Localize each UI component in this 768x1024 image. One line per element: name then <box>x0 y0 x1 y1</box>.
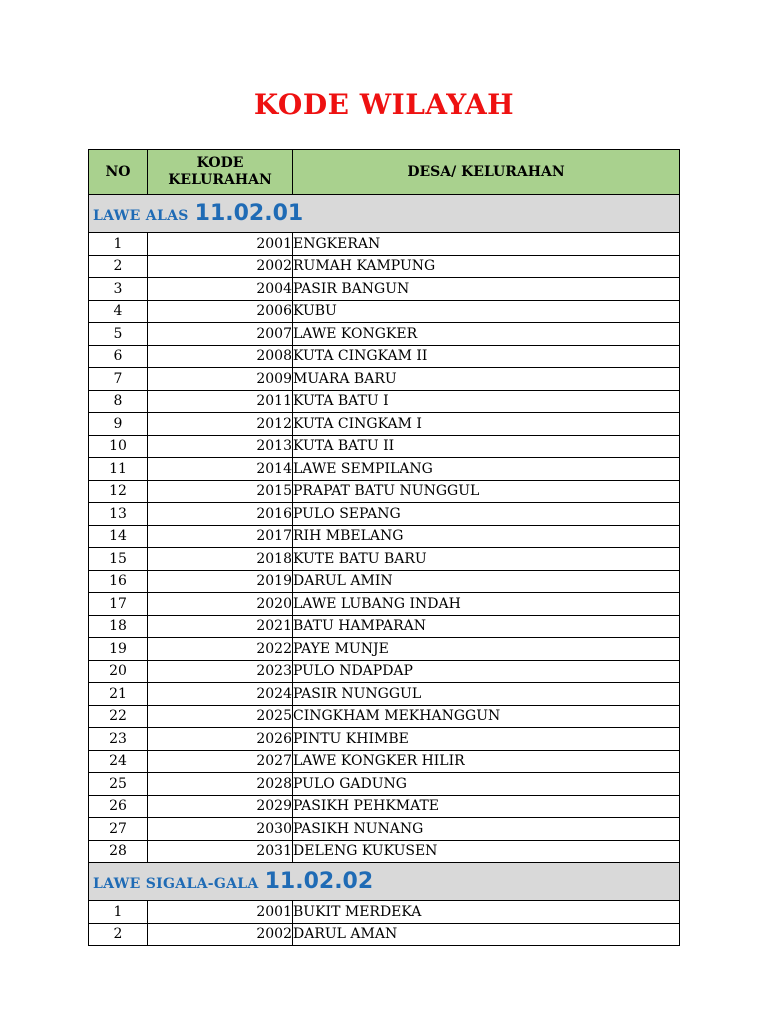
row-desa: KUTA BATU I <box>293 390 680 413</box>
row-no: 27 <box>89 818 148 841</box>
row-no: 12 <box>89 480 148 503</box>
section-name: LAWE ALAS <box>93 208 189 224</box>
table-row <box>89 795 680 818</box>
row-desa: ENGKERAN <box>293 233 680 256</box>
row-no: 20 <box>89 660 148 683</box>
section-name: LAWE SIGALA-GALA <box>93 876 259 892</box>
row-no: 10 <box>89 435 148 458</box>
row-desa: CINGKHAM MEKHANGGUN <box>293 705 680 728</box>
row-desa: PINTU KHIMBE <box>293 728 680 751</box>
table-row <box>89 458 680 481</box>
row-no: 9 <box>89 413 148 436</box>
table-row <box>89 503 680 526</box>
table-row <box>89 233 680 256</box>
table-row <box>89 840 680 863</box>
row-no: 19 <box>89 638 148 661</box>
row-no: 24 <box>89 750 148 773</box>
row-desa: BUKIT MERDEKA <box>293 901 680 924</box>
row-desa: PASIKH PEHKMATE <box>293 795 680 818</box>
row-no: 2 <box>89 255 148 278</box>
section-header <box>89 863 680 901</box>
table-row <box>89 345 680 368</box>
row-kode: 2009 <box>148 368 293 391</box>
row-kode: 2001 <box>148 901 293 924</box>
row-no: 21 <box>89 683 148 706</box>
section-code: 11.02.01 <box>194 201 304 226</box>
row-kode: 2030 <box>148 818 293 841</box>
row-desa: KUTA CINGKAM II <box>293 345 680 368</box>
row-no: 2 <box>89 923 148 946</box>
row-no: 22 <box>89 705 148 728</box>
row-desa: PULO GADUNG <box>293 773 680 796</box>
row-kode: 2029 <box>148 795 293 818</box>
table-row <box>89 300 680 323</box>
table-row <box>89 278 680 301</box>
table-row <box>89 660 680 683</box>
row-desa: PULO NDAPDAP <box>293 660 680 683</box>
table-row <box>89 480 680 503</box>
row-kode: 2012 <box>148 413 293 436</box>
header-kode-kelurahan <box>148 150 293 195</box>
table-row <box>89 683 680 706</box>
table-row <box>89 923 680 946</box>
table-row <box>89 435 680 458</box>
row-kode: 2016 <box>148 503 293 526</box>
row-desa: PASIKH NUNANG <box>293 818 680 841</box>
table-row <box>89 901 680 924</box>
row-kode: 2028 <box>148 773 293 796</box>
row-no: 13 <box>89 503 148 526</box>
row-no: 28 <box>89 840 148 863</box>
row-desa: PULO SEPANG <box>293 503 680 526</box>
row-no: 8 <box>89 390 148 413</box>
row-desa: LAWE LUBANG INDAH <box>293 593 680 616</box>
table-row <box>89 413 680 436</box>
row-no: 14 <box>89 525 148 548</box>
row-no: 15 <box>89 548 148 571</box>
table-header-row <box>89 150 680 195</box>
row-kode: 2019 <box>148 570 293 593</box>
section-header <box>89 195 680 233</box>
row-desa: DARUL AMIN <box>293 570 680 593</box>
row-desa: RUMAH KAMPUNG <box>293 255 680 278</box>
table-row <box>89 638 680 661</box>
table-row <box>89 773 680 796</box>
row-kode: 2017 <box>148 525 293 548</box>
row-kode: 2008 <box>148 345 293 368</box>
header-desa-kelurahan: DESA/ KELURAHAN <box>293 150 680 195</box>
row-no: 5 <box>89 323 148 346</box>
row-kode: 2025 <box>148 705 293 728</box>
table-row <box>89 593 680 616</box>
row-kode: 2007 <box>148 323 293 346</box>
kode-wilayah-table <box>88 149 680 946</box>
row-desa: MUARA BARU <box>293 368 680 391</box>
row-no: 17 <box>89 593 148 616</box>
row-desa: BATU HAMPARAN <box>293 615 680 638</box>
table-row <box>89 368 680 391</box>
row-kode: 2020 <box>148 593 293 616</box>
row-desa: DARUL AMAN <box>293 923 680 946</box>
row-no: 26 <box>89 795 148 818</box>
row-kode: 2014 <box>148 458 293 481</box>
section-header-row <box>89 863 680 901</box>
row-desa: PAYE MUNJE <box>293 638 680 661</box>
table-row <box>89 728 680 751</box>
row-kode: 2004 <box>148 278 293 301</box>
row-kode: 2024 <box>148 683 293 706</box>
row-desa: KUTA CINGKAM I <box>293 413 680 436</box>
table-row <box>89 570 680 593</box>
table-row <box>89 390 680 413</box>
header-no: NO <box>89 150 148 195</box>
table-row <box>89 255 680 278</box>
table-row <box>89 548 680 571</box>
table-row <box>89 323 680 346</box>
row-kode: 2013 <box>148 435 293 458</box>
row-desa: LAWE SEMPILANG <box>293 458 680 481</box>
section-code: 11.02.02 <box>264 869 374 894</box>
table-row <box>89 750 680 773</box>
row-no: 16 <box>89 570 148 593</box>
row-no: 4 <box>89 300 148 323</box>
row-kode: 2021 <box>148 615 293 638</box>
table-row <box>89 818 680 841</box>
row-desa: LAWE KONGKER <box>293 323 680 346</box>
table-body <box>89 195 680 946</box>
header-kode-line1: KODE <box>196 155 244 171</box>
row-desa: PASIR NUNGGUL <box>293 683 680 706</box>
row-kode: 2022 <box>148 638 293 661</box>
row-no: 6 <box>89 345 148 368</box>
row-kode: 2015 <box>148 480 293 503</box>
row-no: 11 <box>89 458 148 481</box>
header-kode-line2: KELURAHAN <box>168 172 272 188</box>
row-no: 18 <box>89 615 148 638</box>
row-desa: PASIR BANGUN <box>293 278 680 301</box>
row-no: 3 <box>89 278 148 301</box>
table-row <box>89 615 680 638</box>
row-kode: 2002 <box>148 923 293 946</box>
row-desa: KUBU <box>293 300 680 323</box>
table-row <box>89 705 680 728</box>
row-no: 23 <box>89 728 148 751</box>
row-kode: 2026 <box>148 728 293 751</box>
row-desa: KUTE BATU BARU <box>293 548 680 571</box>
row-no: 25 <box>89 773 148 796</box>
row-kode: 2002 <box>148 255 293 278</box>
row-desa: DELENG KUKUSEN <box>293 840 680 863</box>
row-kode: 2006 <box>148 300 293 323</box>
row-desa: KUTA BATU II <box>293 435 680 458</box>
page-title: KODE WILAYAH <box>253 88 515 121</box>
row-no: 1 <box>89 901 148 924</box>
row-kode: 2011 <box>148 390 293 413</box>
row-no: 7 <box>89 368 148 391</box>
row-kode: 2023 <box>148 660 293 683</box>
row-desa: PRAPAT BATU NUNGGUL <box>293 480 680 503</box>
row-desa: RIH MBELANG <box>293 525 680 548</box>
row-no: 1 <box>89 233 148 256</box>
row-kode: 2001 <box>148 233 293 256</box>
table-row <box>89 525 680 548</box>
row-kode: 2018 <box>148 548 293 571</box>
row-kode: 2027 <box>148 750 293 773</box>
row-desa: LAWE KONGKER HILIR <box>293 750 680 773</box>
section-header-row <box>89 195 680 233</box>
row-kode: 2031 <box>148 840 293 863</box>
